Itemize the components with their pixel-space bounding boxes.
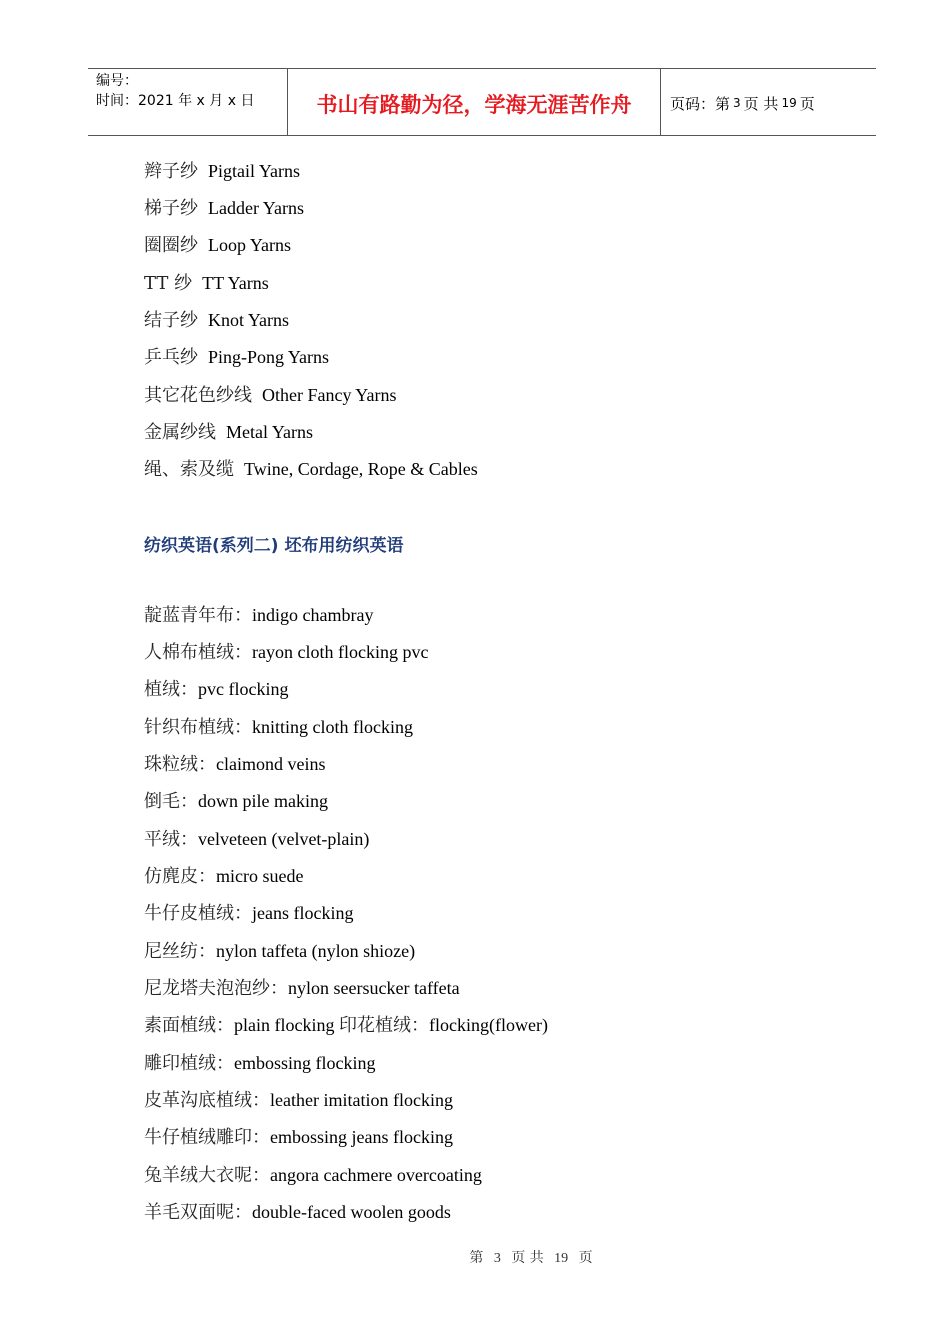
footer-suffix: 页 (578, 1250, 593, 1266)
term-item: 雕印植绒：embossing flocking (144, 1053, 376, 1074)
term-item: 靛蓝青年布：indigo chambray (144, 605, 374, 626)
yarn-item: TT 纱 TT Yarns (144, 273, 269, 294)
page-label: 页码：第 (670, 94, 731, 113)
yarn-item: 圈圈纱 Loop Yarns (144, 235, 292, 256)
header-info-cell (88, 69, 288, 135)
term-item: 平绒：velveteen (velvet-plain) (144, 829, 370, 850)
yarn-item: 结子纱 Knot Yarns (144, 310, 290, 331)
page-current: 3 (733, 96, 741, 110)
section-heading: 纺织英语(系列二) 坯布用纺织英语 (144, 536, 404, 556)
header-page-indicator (661, 69, 876, 135)
number-label: 编号： (96, 73, 138, 89)
footer-total-pages: 19 (554, 1251, 569, 1266)
footer-mid: 页 共 (511, 1250, 544, 1266)
yarn-item: 其它花色纱线 Other Fancy Yarns (144, 385, 397, 406)
page-footer (0, 1247, 950, 1267)
term-item: 牛仔皮植绒：jeans flocking (144, 903, 354, 924)
term-item: 皮革沟底植绒：leather imitation flocking (144, 1090, 453, 1111)
page-header-table (88, 68, 876, 136)
term-item: 珠粒绒：claimond veins (144, 754, 326, 775)
yarn-item: 金属纱线 Metal Yarns (144, 422, 314, 443)
term-item: 牛仔植绒雕印：embossing jeans flocking (144, 1127, 453, 1148)
yarn-item: 绳、索及缆 Twine, Cordage, Rope & Cables (144, 459, 478, 480)
term-item: 倒毛：down pile making (144, 791, 328, 812)
yarn-item: 乒乓纱 Ping-Pong Yarns (144, 347, 330, 368)
time-label: 时间：2021 年 x 月 x 日 (96, 93, 255, 109)
term-item: 仿麂皮：micro suede (144, 866, 304, 887)
term-item: 尼丝纺：nylon taffeta (nylon shioze) (144, 941, 416, 962)
page-mid: 页 共 (743, 94, 779, 113)
page-total: 19 (781, 96, 797, 110)
term-item: 素面植绒：plain flocking 印花植绒：flocking(flower) (144, 1015, 548, 1036)
term-item: 针织布植绒：knitting cloth flocking (144, 717, 413, 738)
term-item: 尼龙塔夫泡泡纱：nylon seersucker taffeta (144, 978, 460, 999)
term-item: 羊毛双面呢：double-faced woolen goods (144, 1202, 451, 1223)
term-item: 人棉布植绒：rayon cloth flocking pvc (144, 642, 429, 663)
footer-prefix: 第 (469, 1250, 484, 1266)
term-item: 植绒：pvc flocking (144, 679, 289, 700)
yarn-item: 梯子纱 Ladder Yarns (144, 198, 304, 219)
term-item: 兔羊绒大衣呢：angora cachmere overcoating (144, 1165, 482, 1186)
footer-current-page: 3 (493, 1251, 501, 1266)
header-motto: 书山有路勤为径，学海无涯苦作舟 (288, 69, 661, 135)
page-end: 页 (799, 94, 815, 113)
yarn-item: 辫子纱 Pigtail Yarns (144, 161, 301, 182)
